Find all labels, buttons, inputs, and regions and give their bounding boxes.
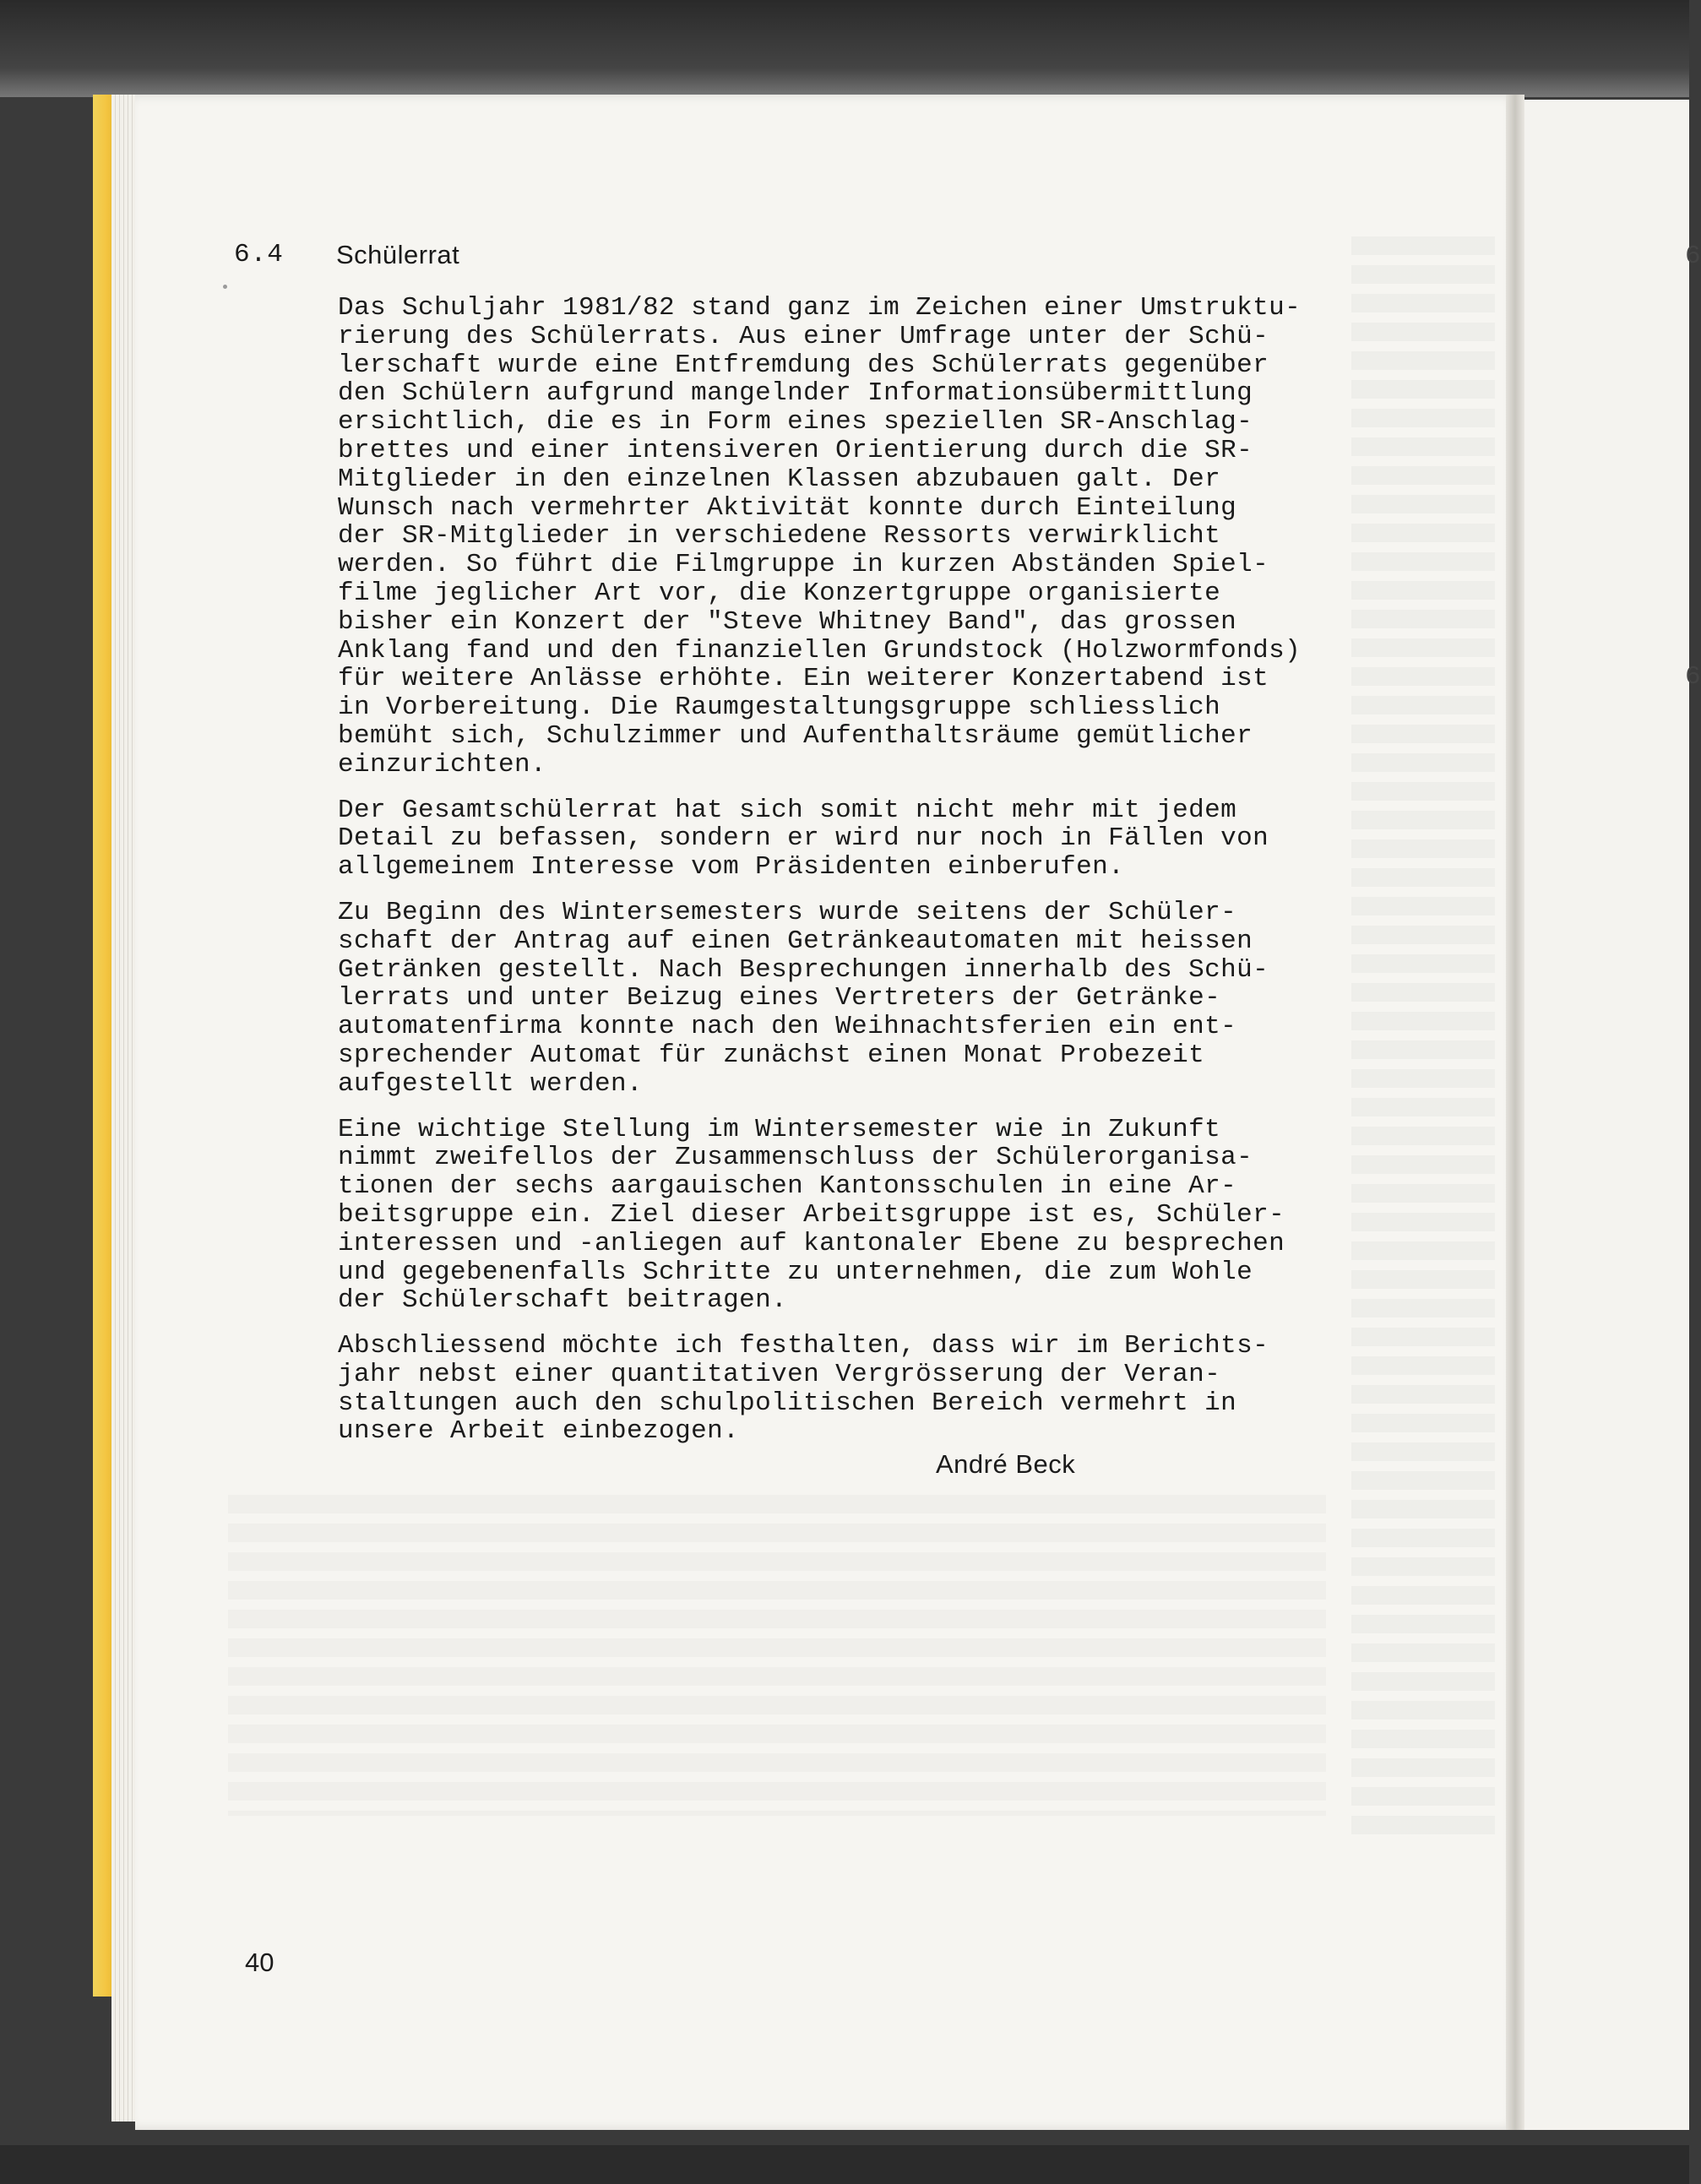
paragraph: Das Schuljahr 1981/82 stand ganz im Zeichen einer Umstruktu- rierung des Schülerrats. Aus einer Umfrage unter der Schü- lerschaft wurde eine Entfremdung des Schülerrats gegenüber den Schülern aufgrund mangelnder Informationsübermittlung ersichtlich, die es in Form eines speziellen SR-Anschlag- brettes und einer intensiveren Orientierung durch die SR- Mitglieder in den einzelnen Klassen abzubauen galt. Der Wunsch nach vermehrter Aktivität konnte durch Einteilung der SR-Mitglieder in verschiedene Ressorts verwirklicht werden. So führt die Filmgruppe in kurzen Abständen Spiel- filme jeglicher Art vor, die Konzertgruppe organisierte bisher ein Konzert der "Steve Whitney Band", das grossen Anklang fand und den finanziellen Grundstock (Holzwormfonds) für weitere Anlässe erhöhte. Ein weiterer Konzertabend ist in Vorbereitung. Die Raumgestaltungsgruppe schliesslich bemüht sich, Schulzimmer und Aufenthaltsräume gemütlicher einzurichten. xyxy=(338,293,1302,780)
scan-background-top xyxy=(0,0,1689,97)
facing-page-fragment: 6 xyxy=(1685,662,1701,692)
section-title: Schülerrat xyxy=(336,240,460,269)
page-number: 40 xyxy=(245,1948,274,1977)
article-body xyxy=(338,294,1385,1463)
facing-page xyxy=(1524,100,1701,2130)
paragraph: Der Gesamtschülerrat hat sich somit nicht mehr mit jedem Detail zu befassen, sondern er wird nur noch in Fällen von allgemeinem Interesse vom Präsidenten einberufen. xyxy=(338,795,1269,883)
paper-speck xyxy=(223,285,227,289)
book-gutter xyxy=(1506,95,1524,2130)
scan-background-bottom xyxy=(0,2145,1689,2184)
section-number: 6.4 xyxy=(234,240,284,269)
facing-page-fragment: 6 xyxy=(1685,242,1701,271)
author-signature: André Beck xyxy=(936,1449,1076,1479)
paragraph: Eine wichtige Stellung im Wintersemester wie in Zukunft nimmt zweifellos der Zusammenschluss der Schülerorganisa- tionen der sechs aargauischen Kantonsschulen in eine Ar- beitsgruppe ein. Ziel dieser Arbeitsgruppe ist es, Schüler- interessen und -anliegen auf kantonaler Ebene zu besprechen und gegebenenfalls Schritte zu unternehmen, die zum Wohle der Schülerschaft beitragen. xyxy=(338,1114,1285,1316)
paragraph: Abschliessend möchte ich festhalten, dass wir im Berichts- jahr nebst einer quantitativen Vergrösserung der Veran- staltungen auch den schulpolitischen Bereich vermehrt in unsere Arbeit einbezogen. xyxy=(338,1331,1269,1447)
paragraph: Zu Beginn des Wintersemesters wurde seitens der Schüler- schaft der Antrag auf einen Getränkeautomaten mit heissen Getränken gestellt. Nach Besprechungen innerhalb des Schü- lerrats und unter Beizug eines Vertreters der Getränke- automatenfirma konnte nach den Weihnachtsferien ein ent- sprechender Automat für zunächst einen Monat Probezeit aufgestellt werden. xyxy=(338,897,1269,1099)
bleed-through-texture-lower xyxy=(228,1495,1326,1816)
